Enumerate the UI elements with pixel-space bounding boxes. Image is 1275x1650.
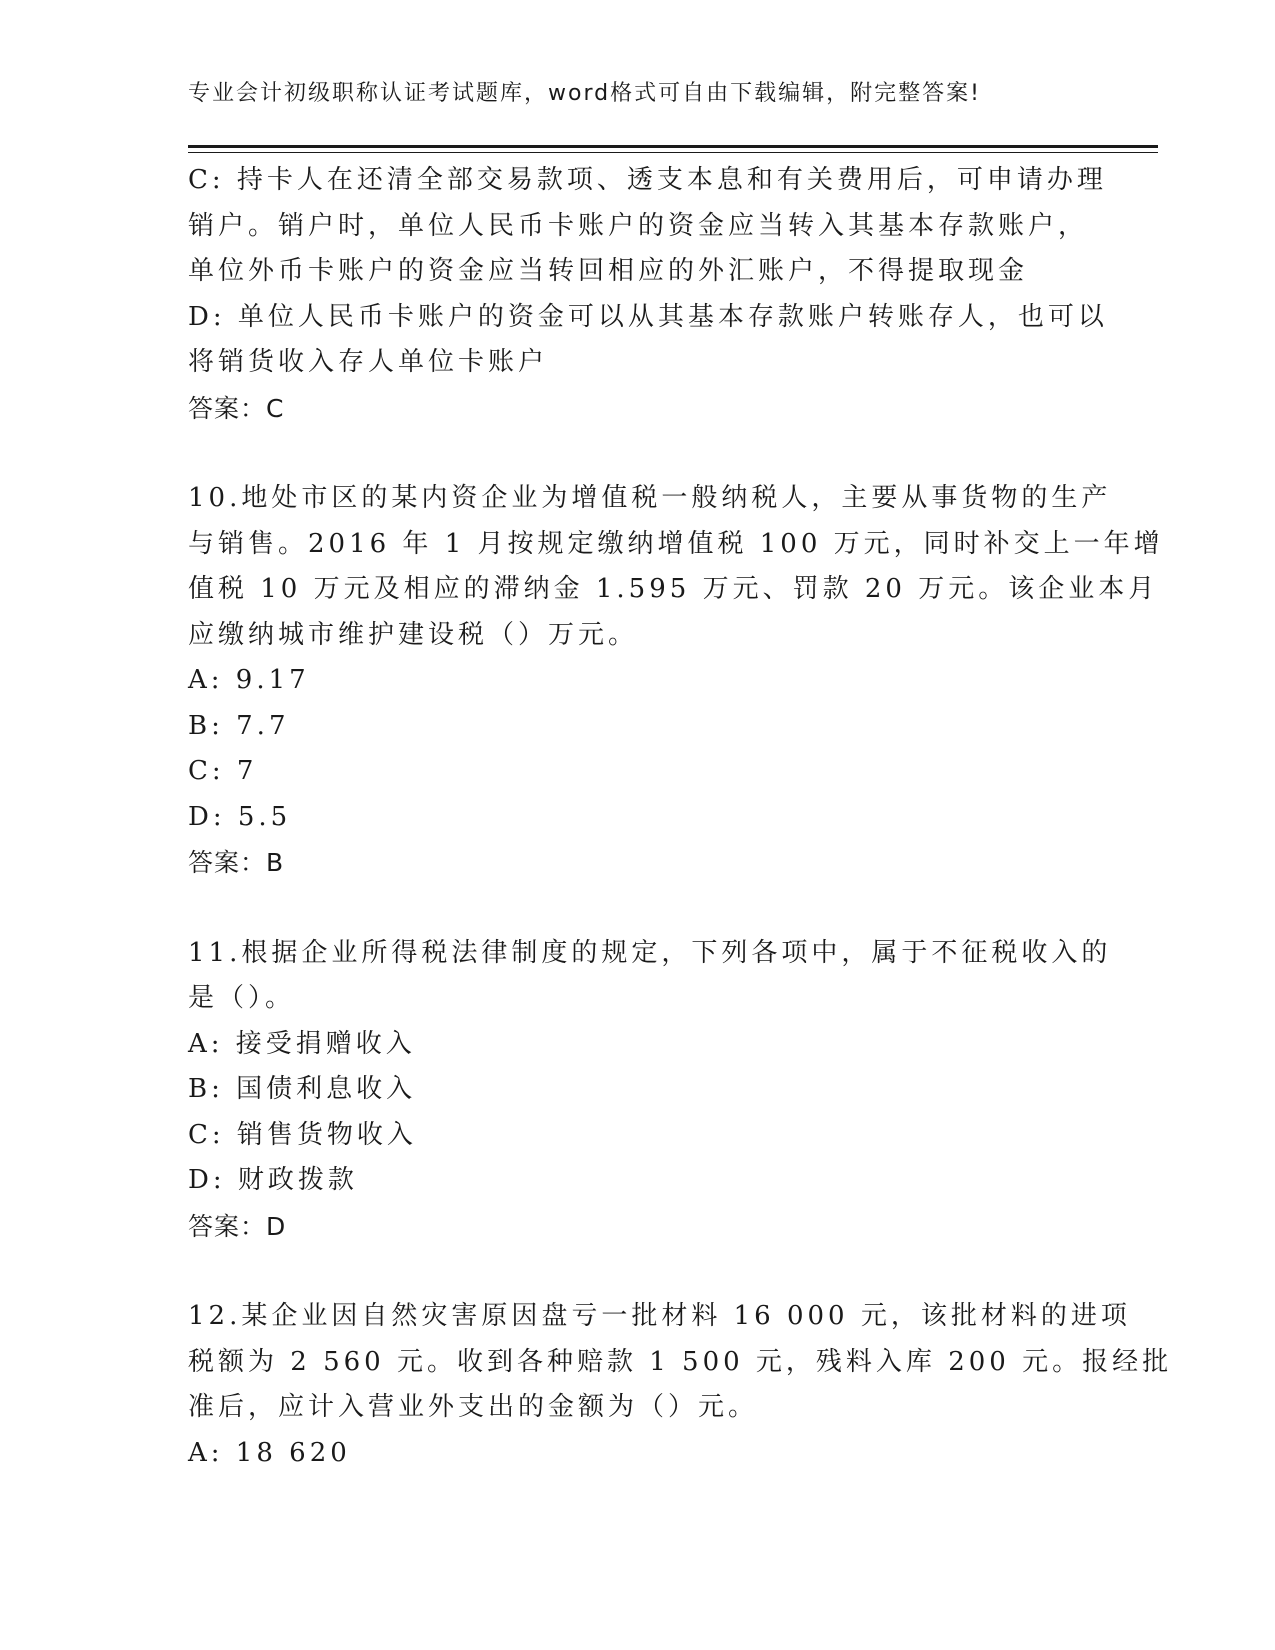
question-content bbox=[188, 158, 1173, 1476]
option-c-line: 单位外币卡账户的资金应当转回相应的外汇账户，不得提取现金 bbox=[188, 256, 1029, 286]
question-stem-line: 11.根据企业所得税法律制度的规定，下列各项中，属于不征税收入的 bbox=[188, 937, 1112, 968]
question-stem-line: 税额为 2 560 元。收到各种赔款 1 500 元，残料入库 200 元。报经批 bbox=[188, 1346, 1173, 1377]
option-d: D: 财政拨款 bbox=[188, 1165, 358, 1195]
question-stem-line: 与销售。2016 年 1 月按规定缴纳增值税 100 万元，同时补交上一年增 bbox=[188, 528, 1164, 559]
spacer bbox=[188, 431, 1088, 476]
question-11 bbox=[188, 931, 1112, 1250]
option-a: A: 9.17 bbox=[188, 665, 310, 695]
question-stem-line: 应缴纳城市维护建设税（）万元。 bbox=[188, 619, 639, 650]
answer-line: 答案：C bbox=[188, 393, 285, 423]
question-stem-line: 10.地处市区的某内资企业为增值税一般纳税人，主要从事货物的生产 bbox=[188, 483, 1112, 513]
spacer bbox=[188, 1249, 1088, 1294]
option-d-line: D: 单位人民币卡账户的资金可以从其基本存款账户转账存人，也可以 bbox=[188, 301, 1108, 332]
option-c: C: 7 bbox=[188, 756, 258, 786]
option-d-line: 将销货收入存人单位卡账户 bbox=[188, 347, 549, 377]
option-b: B: 7.7 bbox=[188, 710, 290, 741]
answer-line: 答案：B bbox=[188, 848, 285, 877]
option-c: C: 销售货物收入 bbox=[188, 1119, 417, 1150]
question-stem-line: 值税 10 万元及相应的滞纳金 1.595 万元、罚款 20 万元。该企业本月 bbox=[188, 574, 1159, 604]
option-d: D: 5.5 bbox=[188, 801, 292, 832]
spacer bbox=[188, 886, 1088, 931]
question-12 bbox=[188, 1294, 1173, 1476]
document-header: 专业会计初级职称认证考试题库，word格式可自由下载编辑，附完整答案! bbox=[188, 81, 981, 106]
option-a: A: 18 620 bbox=[188, 1437, 351, 1468]
answer-line: 答案：D bbox=[188, 1211, 287, 1241]
question-stem-line: 12.某企业因自然灾害原因盘亏一批材料 16 000 元，该批材料的进项 bbox=[188, 1301, 1131, 1331]
option-b: B: 国债利息收入 bbox=[188, 1074, 417, 1104]
header-rule-thick bbox=[188, 145, 1158, 148]
option-a: A: 接受捐赠收入 bbox=[188, 1028, 416, 1059]
prev-question bbox=[188, 158, 1108, 431]
question-10 bbox=[188, 476, 1164, 886]
option-c-line: C: 持卡人在还清全部交易款项、透支本息和有关费用后，可申请办理 bbox=[188, 165, 1107, 195]
option-c-line: 销户。销户时，单位人民币卡账户的资金应当转入其基本存款账户， bbox=[188, 210, 1089, 241]
question-stem-line: 是（）。 bbox=[188, 983, 296, 1013]
header-rule-thin bbox=[188, 152, 1158, 153]
question-stem-line: 准后，应计入营业外支出的金额为（）元。 bbox=[188, 1392, 759, 1422]
